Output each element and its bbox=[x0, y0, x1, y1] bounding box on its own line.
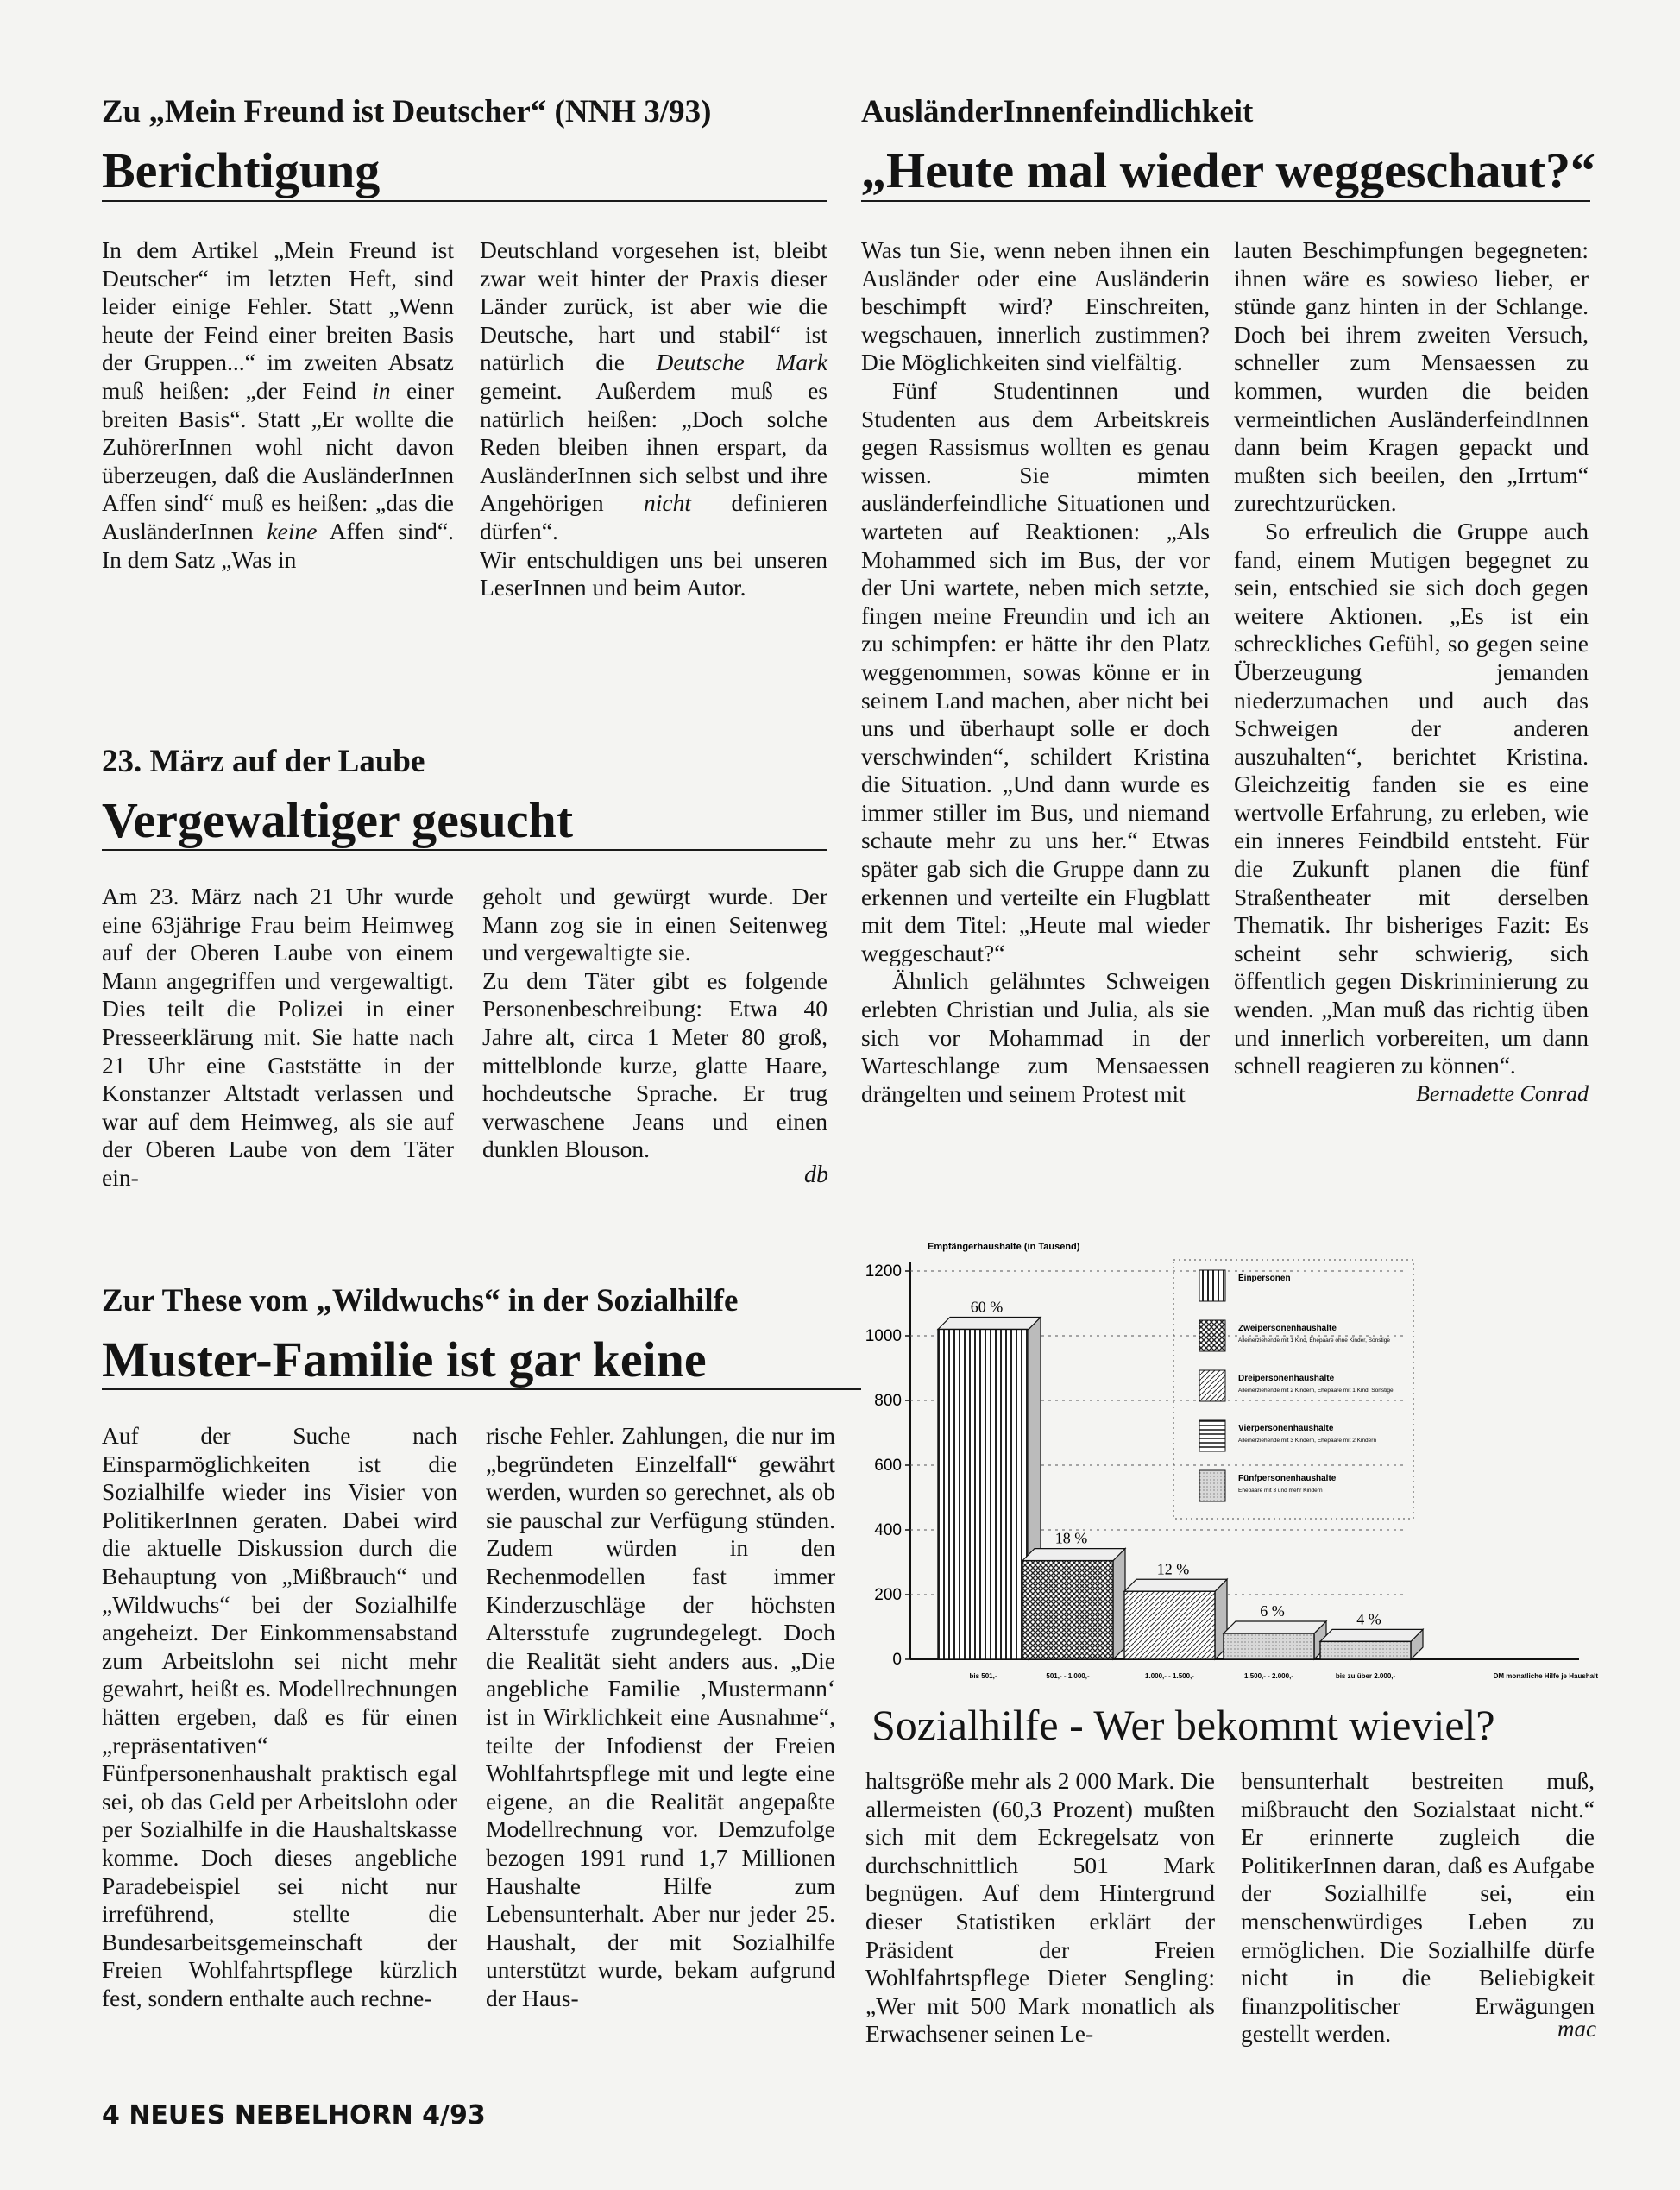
paragraph: lauten Beschimpfungen begegneten: ihnen wäre es sowieso lieber, er stünde ganz hinten in der Schlange. Doch bei ihrem zweiten Versuch, schneller zum Mensaessen zu kommen, wurden die beiden vermeintlichen AusländerfeindInnen dann beim Kragen gepackt und mußten sich beeilen, den „Irrtum“ zurechtzurücken. bbox=[1234, 236, 1589, 517]
paragraph: Wir entschuldigen uns bei unseren LeserInnen und beim Autor. bbox=[480, 545, 827, 601]
article-column bbox=[865, 1767, 1215, 2048]
y-tick-label: 1200 bbox=[865, 1262, 902, 1281]
y-tick-label: 800 bbox=[874, 1392, 902, 1410]
legend-detail: Alleinerziehende mit 2 Kindern, Ehepaare mit 1 Kind, Sonstige bbox=[1238, 1388, 1394, 1394]
headline-rule bbox=[102, 1388, 861, 1390]
bar-value-label: 60 % bbox=[970, 1298, 1004, 1316]
bar bbox=[1224, 1633, 1314, 1659]
paragraph: Ähnlich gelähmtes Schweigen erlebten Christian und Julia, als sie sich vor Mohammad in der Warteschlange zum Mensaessen drängelten und seinem Protest mit bbox=[861, 967, 1210, 1107]
kicker-xenophobia: AusländerInnenfeindlichkeit bbox=[861, 94, 1254, 129]
bar bbox=[1320, 1641, 1411, 1659]
headline-rule bbox=[102, 200, 827, 202]
x-tick-label: bis zu über 2.000,- bbox=[1335, 1672, 1396, 1680]
y-tick-label: 400 bbox=[874, 1521, 902, 1539]
article-column bbox=[861, 236, 1210, 1108]
legend-swatch bbox=[1199, 1270, 1225, 1301]
legend-swatch bbox=[1199, 1320, 1225, 1351]
paragraph: Fünf Studentinnen und Studenten aus dem Arbeitskreis gegen Rassismus wollten es genau wissen. Sie mimten ausländerfeindliche Situationen und warteten auf Reaktionen: „Als Mohammed sich im Bus, der vor der Uni wartete, neben mich setzte, fingen meine Freundin und ich an zu schimpfen: er hätte ihr den Platz weggenommen, sowas könne er in seinem Land machen, aber nicht bei uns und überhaupt solle er doch verschwinden“, schildert Kristina die Situation. „Und dann wurde es immer stiller im Bus, und niemand schaute mehr zu uns her.“ Etwas später gab sich die Gruppe dann zu erkennen und verteilte ein Flugblatt mit dem Titel: „Heute mal wieder weggeschaut?“ bbox=[861, 376, 1210, 966]
paragraph: Zu dem Täter gibt es folgende Personenbeschreibung: Etwa 40 Jahre alt, circa 1 Meter 80 groß, mittelblonde kurze, glatte Haare, hochdeutsche Sprache. Er trug verwaschene Jeans und einen dunklen Blouson. bbox=[482, 966, 827, 1163]
article-column bbox=[486, 1422, 835, 2012]
y-axis-title: Empfängerhaushalte (in Tausend) bbox=[928, 1242, 1080, 1252]
article-column bbox=[1234, 236, 1589, 1108]
bar-top bbox=[938, 1318, 1041, 1330]
legend-label: Fünfpersonenhaushalte bbox=[1238, 1474, 1337, 1483]
paragraph: geholt und gewürgt wurde. Der Mann zog sie in einen Seitenweg und vergewaltigte sie. bbox=[482, 883, 827, 966]
article-column bbox=[482, 883, 827, 1164]
bar-top bbox=[1224, 1621, 1326, 1633]
bar-top bbox=[1320, 1629, 1423, 1641]
paragraph: So erfreulich die Gruppe auch fand, einem Mutigen begegnet zu sein, entschied sie sich doch gegen weitere Aktionen. „Es ist ein schreckliches Gefühl, so gegen seine Überzeugung jemanden niederzumachen und auch das Schweigen der anderen auszuhalten“, berichtet Kristina. Gleichzeitig fanden sie es eine wertvolle Erfahrung, zu erleben, wie ein inneres Feindbild entsteht. Für die Zukunft planen die fünf Straßentheater mit derselben Thematik. Ihr bisheriges Fazit: Es scheint sehr schwierig, sich öffentlich gegen Diskriminierung zu wenden. „Man muß das richtig üben und innerlich vorbereiten, um dann schnell reagieren zu können“. bbox=[1234, 517, 1589, 1079]
paragraph: Deutschland vorgesehen ist, bleibt zwar weit hinter der Praxis dieser Länder zurück, ist aber wie die Deutsche, hart und stabil“ ist natürlich die Deutsche Mark gemeint. Außerdem muß es natürlich heißen: „Doch solche Reden bleiben ihnen erspart, da AusländerInnen sich selbst und ihre Angehörigen nicht definieren dürfen“. bbox=[480, 236, 827, 544]
legend-detail: Alleinerziehende mit 1 Kind, Ehepaare ohne Kinder, Sonstige bbox=[1238, 1337, 1390, 1344]
kicker-rapist: 23. März auf der Laube bbox=[102, 744, 425, 779]
signature: Bernadette Conrad bbox=[1415, 1080, 1589, 1106]
y-tick-label: 600 bbox=[874, 1457, 902, 1475]
x-tick-label: 501,- - 1.000,- bbox=[1046, 1672, 1090, 1680]
bar bbox=[938, 1330, 1029, 1660]
paragraph: haltsgröße mehr als 2 000 Mark. Die allermeisten (60,3 Prozent) mußten sich mit dem Eckregelsatz von durchschnittlich 501 Mark begnügen. Auf dem Hintergrund dieser Statistiken erklärt der Präsident der Freien Wohlfahrtspflege Dieter Sengling: „Wer mit 500 Mark monatlich als Erwachsener seinen Le- bbox=[865, 1767, 1215, 2048]
x-tick-label: bis 501,- bbox=[969, 1672, 997, 1680]
y-tick-label: 1000 bbox=[865, 1327, 902, 1345]
bar-side bbox=[1113, 1549, 1125, 1659]
paragraph: In dem Artikel „Mein Freund ist Deutscher“ im letzten Heft, sind leider einige Fehler. Statt „Wenn heute der Feind einer breiten Basis der Gruppen...“ im zweiten Absatz muß heißen: „der Feind in einer breiten Basis“. Statt „Er wollte die ZuhörerInnen wohl nicht davon überzeugen, daß die AusländerInnen Affen sind“ muß es heißen: „das die AusländerInnen keine Affen sind“. In dem Satz „Was in bbox=[102, 236, 455, 573]
headline-xenophobia: „Heute mal wieder weggeschaut?“ bbox=[861, 142, 1596, 198]
headline-rule bbox=[102, 849, 827, 851]
chart-caption: Sozialhilfe - Wer bekommt wieviel? bbox=[871, 1701, 1495, 1749]
headline-rule bbox=[861, 200, 1590, 202]
legend-label: Zweipersonenhaushalte bbox=[1238, 1324, 1337, 1333]
paragraph: Was tun Sie, wenn neben ihnen ein Ausländer oder eine Ausländerin beschimpft wird? Einschreiten, wegschauen, innerlich zustimmen? Die Möglichkeiten sind vielfältig. bbox=[861, 236, 1210, 376]
x-axis-title: DM monatliche Hilfe je Haushalt bbox=[1493, 1672, 1598, 1680]
bar-value-label: 6 % bbox=[1260, 1602, 1285, 1620]
bar bbox=[1124, 1591, 1215, 1659]
article-column bbox=[102, 1422, 457, 2012]
legend-detail: Alleinerziehende mit 3 Kindern, Ehepaare mit 2 Kindern bbox=[1238, 1438, 1377, 1444]
article-column bbox=[102, 883, 454, 1193]
headline-correction: Berichtigung bbox=[102, 142, 381, 198]
bar-chart bbox=[854, 1234, 1605, 1700]
legend-label: Einpersonen bbox=[1238, 1274, 1291, 1283]
bar bbox=[1022, 1561, 1113, 1659]
legend-swatch bbox=[1199, 1420, 1225, 1451]
y-tick-label: 200 bbox=[874, 1586, 902, 1604]
x-tick-label: 1.500,- - 2.000,- bbox=[1244, 1672, 1293, 1680]
y-tick-label: 0 bbox=[892, 1651, 902, 1669]
bar-value-label: 4 % bbox=[1356, 1610, 1381, 1628]
legend-swatch bbox=[1199, 1370, 1225, 1401]
bar-value-label: 12 % bbox=[1156, 1560, 1190, 1578]
article-column bbox=[480, 236, 827, 602]
paragraph: bensunterhalt bestreiten muß, mißbraucht den Sozialstaat nicht.“ Er erinnerte zugleich die PolitikerInnen daran, daß es Aufgabe der Sozialhilfe sei, ein menschenwürdiges Leben zu ermöglichen. Die Sozialhilfe dürfe nicht in die Beliebigkeit finanzpolitischer Erwägungen gestellt werden. bbox=[1241, 1767, 1595, 2048]
signature: db bbox=[804, 1161, 828, 1188]
legend-detail: Ehepaare mit 3 und mehr Kindern bbox=[1238, 1488, 1323, 1494]
bar-top bbox=[1022, 1549, 1125, 1561]
page-footer: 4 NEUES NEBELHORN 4/93 bbox=[102, 2100, 486, 2130]
legend-swatch bbox=[1199, 1470, 1225, 1501]
bar-top bbox=[1124, 1579, 1227, 1591]
article-column bbox=[102, 236, 454, 574]
kicker-welfare: Zur These vom „Wildwuchs“ in der Sozialhilfe bbox=[102, 1283, 739, 1318]
legend-label: Dreipersonenhaushalte bbox=[1238, 1374, 1335, 1383]
bar-value-label: 18 % bbox=[1054, 1529, 1088, 1547]
article-column bbox=[1241, 1767, 1595, 2048]
headline-welfare: Muster-Familie ist gar keine bbox=[102, 1331, 707, 1388]
headline-rapist: Vergewaltiger gesucht bbox=[102, 792, 574, 848]
paragraph: Am 23. März nach 21 Uhr wurde eine 63jährige Frau beim Heimweg auf der Oberen Laube von einem Mann angegriffen und vergewaltigt. Dies teilt die Polizei in einer Presseerklärung mit. Sie hatte nach 21 Uhr eine Gaststätte in der Konstanzer Altstadt verlassen und war auf dem Heimweg, als sie auf der Oberen Laube von dem Täter ein- bbox=[102, 883, 454, 1191]
paragraph: rische Fehler. Zahlungen, die nur im „begründeten Einzelfall“ gewährt werden, wurden so gerechnet, als ob sie pauschal zur Verfügung stünden. Zudem würden in den Rechenmodellen fast immer Kinderzuschläge der höchsten Altersstufe zugrundegelegt. Doch die Realität sieht anders aus. „Die angebliche Familie ‚Mustermann‘ ist in Wirklichkeit eine Ausnahme“, teilte der Infodienst der Freien Wohlfahrtspflege mit und legte eine eigene, an die Realität angepaßte Modellrechnung vor. Demzufolge bezogen 1991 rund 1,7 Millionen Haushalte Hilfe zum Lebensunterhalt. Aber nur jeder 25. Haushalt, der mit Sozialhilfe unterstützt wurde, bekam aufgrund der Haus- bbox=[486, 1422, 835, 2011]
signature: mac bbox=[1557, 2016, 1596, 2042]
x-tick-label: 1.000,- - 1.500,- bbox=[1145, 1672, 1194, 1680]
paragraph: Auf der Suche nach Einsparmöglichkeiten ist die Sozialhilfe wieder ins Visier von PolitikerInnen geraten. Dabei wird die aktuelle Diskussion durch die Behauptung von „Mißbrauch“ und „Wildwuchs“ bei der Sozialhilfe angeheizt. Der Einkommensabstand zum Arbeitslohn sei nicht mehr gewahrt, heißt es. Modellrechnungen hätten ergeben, daß es für einen „repräsentativen“ Fünfpersonenhaushalt praktisch egal sei, ob das Geld per Arbeitslohn oder per Sozialhilfe in die Haushaltskasse komme. Doch dieses angebliche Paradebeispiel sei nicht nur irreführend, stellte die Bundesarbeitsgemeinschaft der Freien Wohlfahrtspflege kürzlich fest, sondern enthalte auch rechne- bbox=[102, 1422, 457, 2011]
kicker-correction: Zu „Mein Freund ist Deutscher“ (NNH 3/93) bbox=[102, 94, 712, 129]
legend-label: Vierpersonenhaushalte bbox=[1238, 1424, 1334, 1433]
